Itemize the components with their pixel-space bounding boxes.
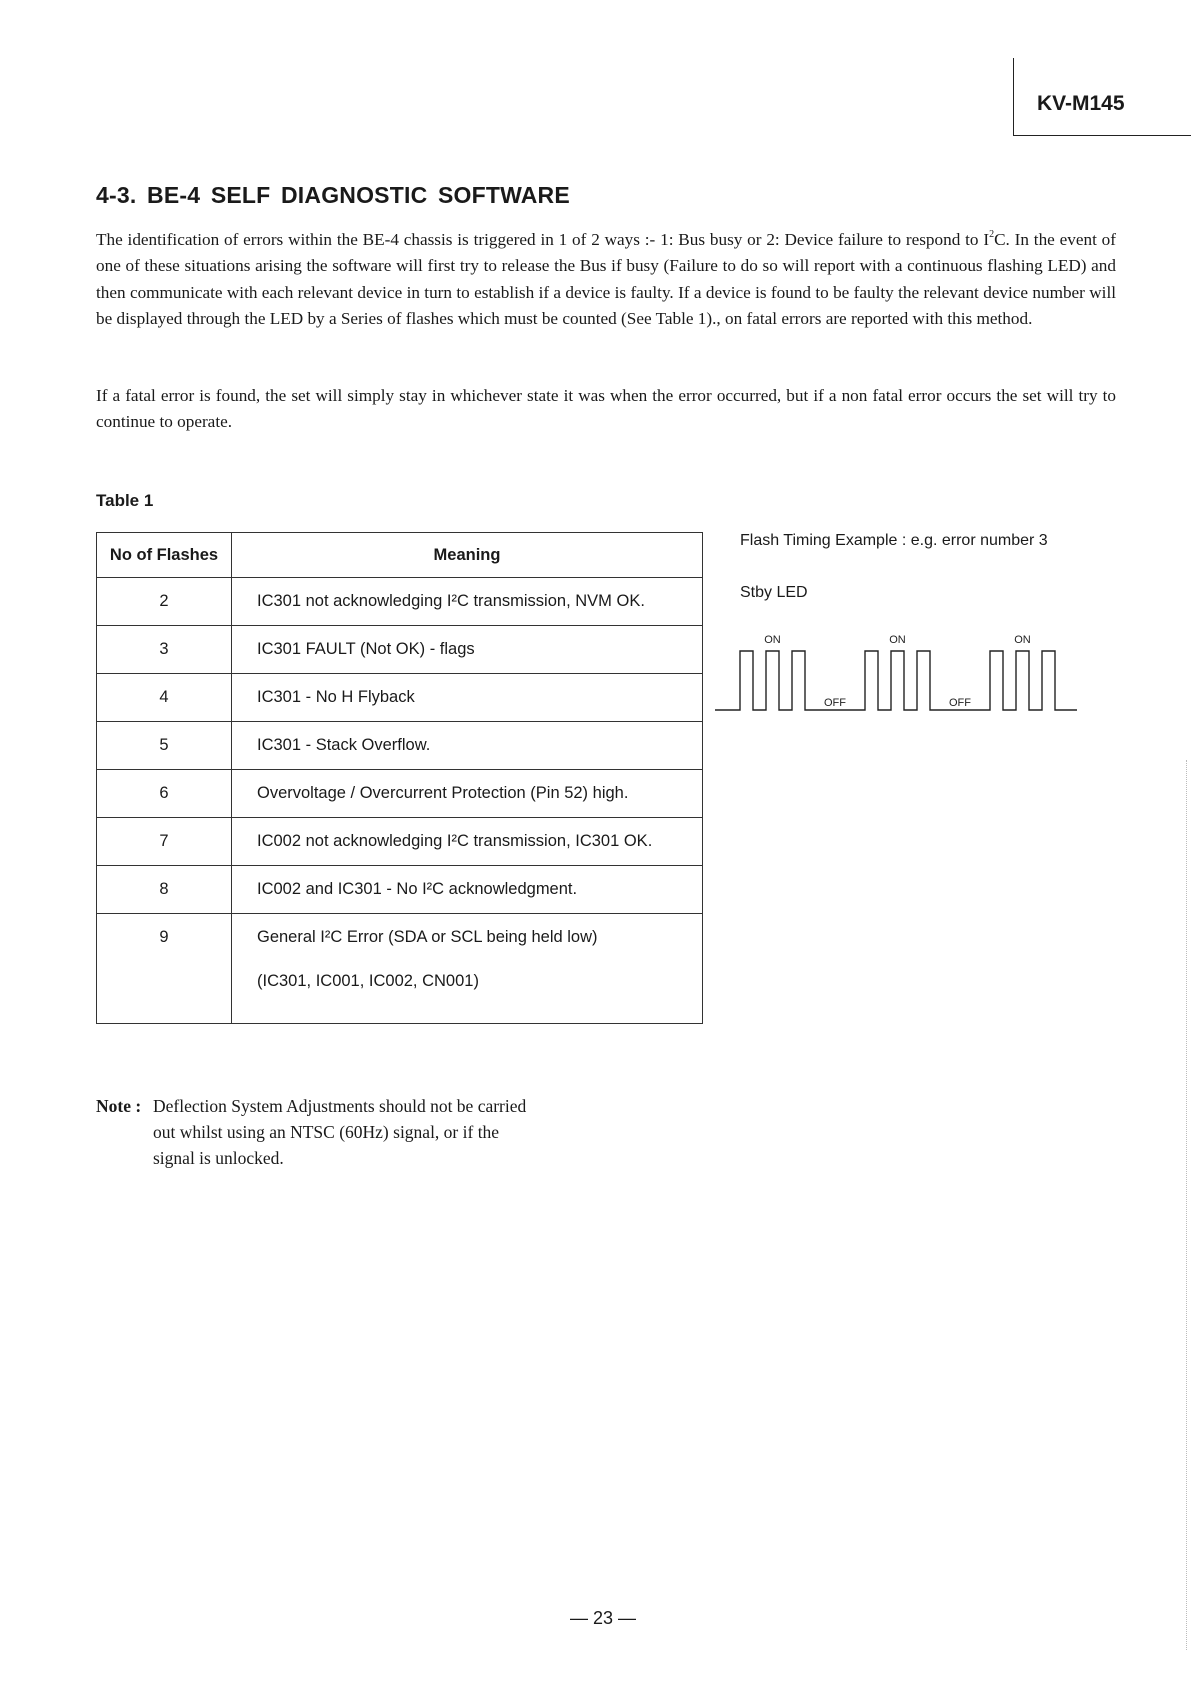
note-line-2: out whilst using an NTSC (60Hz) signal, or if the (153, 1122, 500, 1142)
page-number: — 23 — (570, 1608, 637, 1628)
flash-count: 3 (97, 626, 232, 674)
on-label: ON (764, 634, 781, 646)
table-row (97, 914, 703, 1024)
error-meaning: IC002 not acknowledging I²C transmission, IC301 OK. (232, 818, 703, 866)
note-line-1: Deflection System Adjustments should not be carried (153, 1096, 527, 1116)
error-meaning: IC002 and IC301 - No I²C acknowledgment. (232, 866, 703, 914)
flash-count: 7 (97, 818, 232, 866)
intro-paragraph-2: If a fatal error is found, the set will simply stay in whichever state it was when the error occurred, but if a non fatal error occurs the set will try to continue to operate. (96, 386, 1116, 432)
on-label: ON (1014, 634, 1031, 646)
table-caption: Table 1 (96, 491, 154, 510)
table-row (97, 722, 703, 770)
error-table (96, 532, 703, 1024)
header-meaning: Meaning (232, 533, 703, 578)
error-meaning: IC301 - Stack Overflow. (232, 722, 703, 770)
scan-edge-line (1186, 760, 1187, 1650)
error-meaning: Overvoltage / Overcurrent Protection (Pin 52) high. (232, 770, 703, 818)
error-meaning-line-1: General I²C Error (SDA or SCL being held low) (257, 928, 598, 946)
off-label: OFF (949, 697, 971, 709)
note-body (96, 1093, 616, 1171)
table-row (97, 818, 703, 866)
error-meaning: IC301 FAULT (Not OK) - flags (232, 626, 703, 674)
flash-count: 5 (97, 722, 232, 770)
flash-count: 6 (97, 770, 232, 818)
flash-count: 9 (97, 914, 232, 1024)
table-row (97, 674, 703, 722)
note-label: Note : (96, 1096, 142, 1116)
table-row (97, 770, 703, 818)
led-waveform (715, 651, 1077, 710)
intro-p1-part-b: C. In the event of one of these situations arising the software will first try to release the Bus if busy (Failure to do so will report with a continuous flashing LED) and then communicate with each relevant device in turn to establish if a device is faulty. If a device is found to be faulty the relevant device number will be displayed through the LED by a Series of flashes which must be counted (See Table 1)., on fatal errors are reported with this method. (96, 230, 1116, 329)
intro-paragraph-1 (96, 227, 1116, 333)
table-row (97, 866, 703, 914)
flash-count: 2 (97, 578, 232, 626)
model-number: KV-M145 (1037, 92, 1125, 115)
flash-timing-diagram (715, 625, 1155, 715)
table-header-row (97, 533, 703, 578)
note-line-3: signal is unlocked. (153, 1148, 284, 1168)
table-row (97, 626, 703, 674)
table-row (97, 578, 703, 626)
note (96, 1093, 616, 1171)
section-title: 4-3. BE-4 SELF DIAGNOSTIC SOFTWARE (96, 182, 570, 208)
flash-count: 4 (97, 674, 232, 722)
flash-count: 8 (97, 866, 232, 914)
header-flashes: No of Flashes (97, 533, 232, 578)
off-label: OFF (824, 697, 846, 709)
error-meaning-line-2: (IC301, IC001, IC002, CN001) (257, 972, 479, 990)
timing-caption: Flash Timing Example : e.g. error number 3 (740, 532, 1048, 549)
intro-p1-part-a: The identification of errors within the BE-4 chassis is triggered in 1 of 2 ways :- 1: Bus busy or 2: Device failure to respond to I (96, 230, 990, 249)
error-meaning (232, 914, 703, 1024)
intro-p1-superscript: 2 (989, 229, 995, 241)
on-label: ON (889, 634, 906, 646)
led-label: Stby LED (740, 584, 808, 601)
error-meaning: IC301 - No H Flyback (232, 674, 703, 722)
error-meaning: IC301 not acknowledging I²C transmission, NVM OK. (232, 578, 703, 626)
